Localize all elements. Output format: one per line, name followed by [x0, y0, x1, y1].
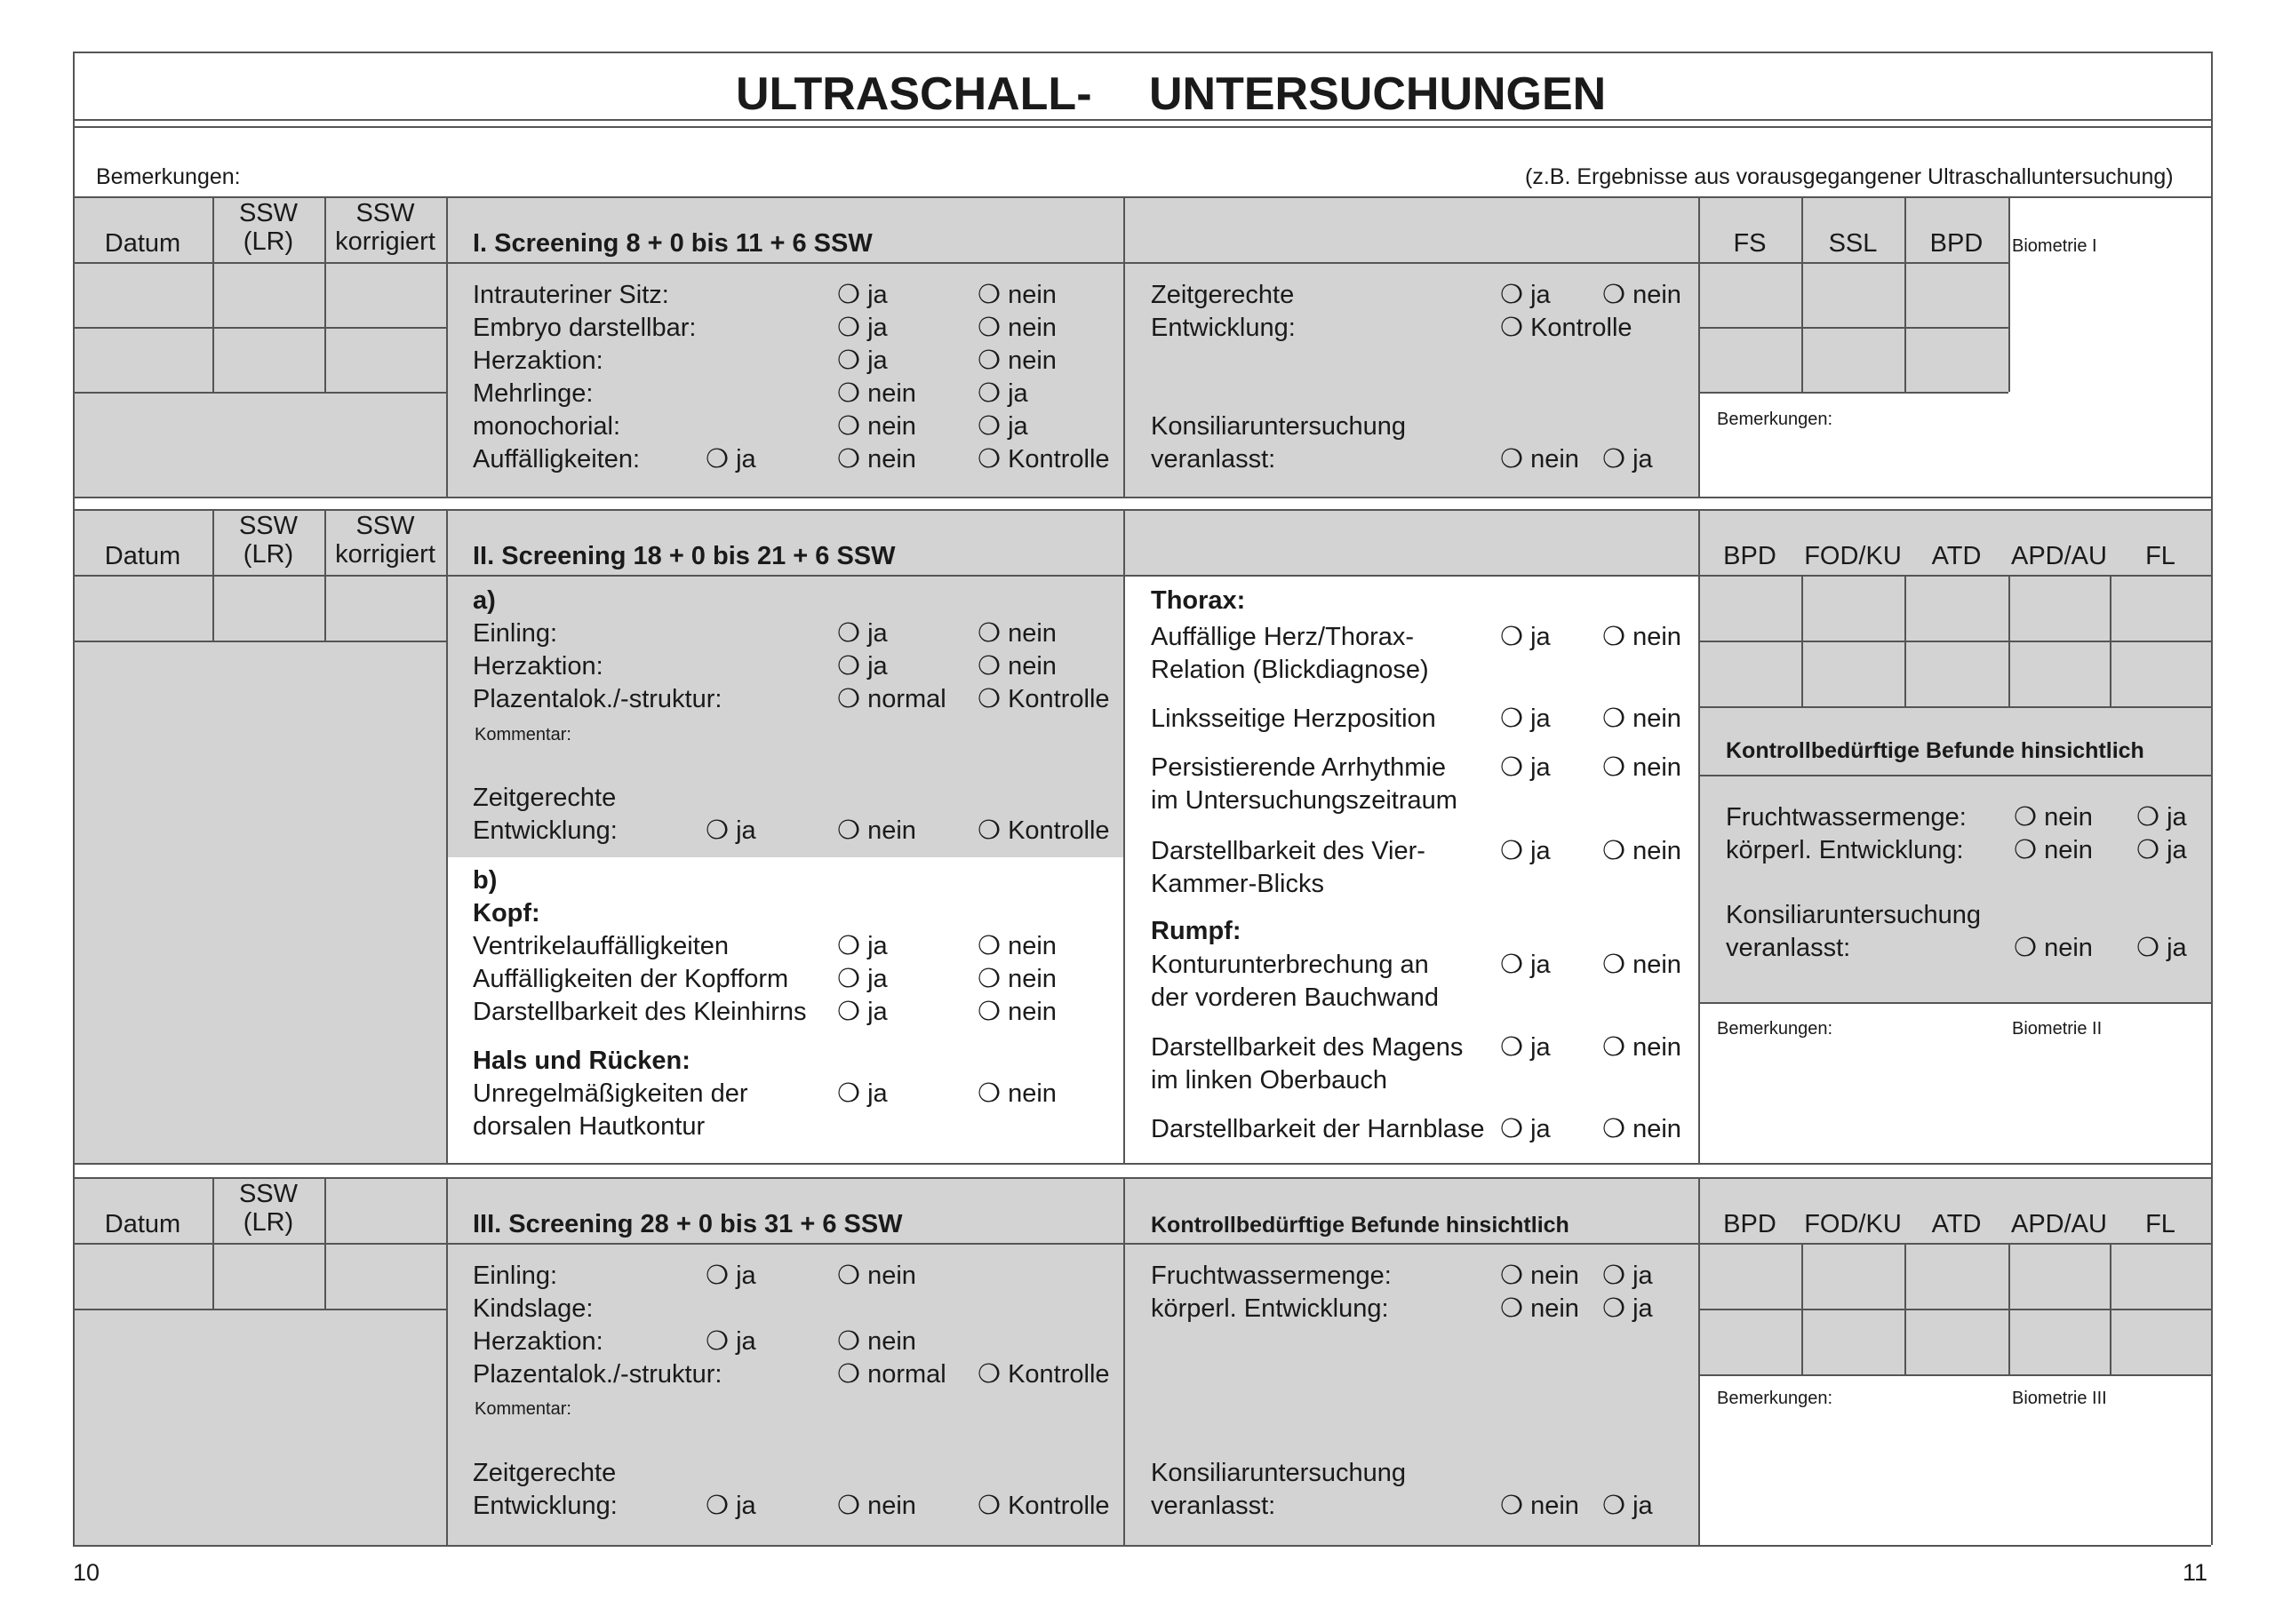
s1-auff-kontrolle[interactable]: ❍ Kontrolle [978, 445, 1110, 474]
s2-bemerkungen: Bemerkungen: [1717, 1019, 1833, 1039]
s1-mono: monochorial: [473, 412, 621, 441]
s2-herzthorax-ja[interactable]: ❍ ja [1500, 623, 1551, 651]
s2-zeit-kontrolle[interactable]: ❍ Kontrolle [978, 816, 1110, 845]
s2-koerper-nein[interactable]: ❍ nein [2014, 836, 2093, 864]
s1-mehrlinge-nein[interactable]: ❍ nein [837, 379, 916, 408]
s2-kleinhirn-ja[interactable]: ❍ ja [837, 998, 888, 1026]
s2-bio-apdau: APD/AU [2011, 542, 2107, 570]
s1-kons2: veranlasst: [1151, 445, 1276, 474]
remarks-hint: (z.B. Ergebnisse aus vorausgegangener Ultraschalluntersuchung) [1525, 164, 2174, 189]
s2-frucht: Fruchtwassermenge: [1726, 803, 1967, 832]
s1-datum-header: Datum [104, 229, 181, 258]
s2-koerper-ja[interactable]: ❍ ja [2136, 836, 2187, 864]
s1-ssw-lr-header: SSW (LR) [238, 199, 299, 256]
s2-magen1: Darstellbarkeit des Magens [1151, 1033, 1464, 1062]
s1-sitz-ja[interactable]: ❍ ja [837, 281, 888, 309]
s2-plaz-kontrolle[interactable]: ❍ Kontrolle [978, 685, 1110, 713]
s3-zeit-kontrolle[interactable]: ❍ Kontrolle [978, 1492, 1110, 1520]
s2-zeit2: Entwicklung: [473, 816, 618, 845]
s1-sitz-nein[interactable]: ❍ nein [978, 281, 1057, 309]
s3-kons2: veranlasst: [1151, 1492, 1276, 1520]
s2-bio-fodku: FOD/KU [1804, 542, 1902, 570]
s2-koerper: körperl. Entwicklung: [1726, 836, 1964, 864]
s3-einling-ja[interactable]: ❍ ja [706, 1262, 756, 1290]
s2-ventrikel-ja[interactable]: ❍ ja [837, 932, 888, 960]
s2-date-bg [73, 575, 446, 1163]
s2-thorax: Thorax: [1151, 586, 1246, 615]
s2-herzthorax-nein[interactable]: ❍ nein [1602, 623, 1681, 651]
s2-unreg2: dorsalen Hautkontur [473, 1112, 706, 1141]
s3-bio-fl: FL [2145, 1210, 2175, 1238]
s2-kontroll-title: Kontrollbedürftige Befunde hinsichtlich [1726, 738, 2144, 763]
s3-bio-apdau: APD/AU [2011, 1210, 2107, 1238]
s3-kindslage: Kindslage: [473, 1294, 594, 1323]
s1-auff-ja[interactable]: ❍ ja [706, 445, 756, 474]
s1-sitz: Intrauteriner Sitz: [473, 281, 669, 309]
s2-title: II. Screening 18 + 0 bis 21 + 6 SSW [473, 542, 896, 570]
s2-arr-nein[interactable]: ❍ nein [1602, 753, 1681, 782]
s1-zeit2: Entwicklung: [1151, 314, 1296, 342]
s2-zeit-nein[interactable]: ❍ nein [837, 816, 916, 845]
s2-magen-ja[interactable]: ❍ ja [1500, 1033, 1551, 1062]
s3-koerper: körperl. Entwicklung: [1151, 1294, 1389, 1323]
s2-zeit1: Zeitgerechte [473, 784, 617, 812]
s3-einling-nein[interactable]: ❍ nein [837, 1262, 916, 1290]
s3-plaz: Plazentalok./-struktur: [473, 1360, 722, 1389]
s3-plaz-kontrolle[interactable]: ❍ Kontrolle [978, 1360, 1110, 1389]
s2-b-label: b) [473, 866, 498, 895]
s2-ssw-lr-header: SSW (LR) [238, 512, 299, 569]
page-number-left: 10 [73, 1559, 100, 1586]
s2-arr1: Persistierende Arrhythmie [1151, 753, 1447, 782]
s3-herz-ja[interactable]: ❍ ja [706, 1327, 756, 1356]
remarks-label: Bemerkungen: [96, 164, 241, 189]
s2-bio-bpd: BPD [1723, 542, 1776, 570]
s1-mehrlinge-ja[interactable]: ❍ ja [978, 379, 1028, 408]
s1-kons-nein[interactable]: ❍ nein [1500, 445, 1579, 474]
s3-plaz-normal[interactable]: ❍ normal [837, 1360, 946, 1389]
s3-ssw-lr-header: SSW (LR) [238, 1180, 299, 1237]
s2-herzthorax1: Auffällige Herz/Thorax- [1151, 623, 1415, 651]
s3-herz-nein[interactable]: ❍ nein [837, 1327, 916, 1356]
s2-unreg-ja[interactable]: ❍ ja [837, 1079, 888, 1108]
s2-kontur-ja[interactable]: ❍ ja [1500, 951, 1551, 979]
s1-bemerkungen: Bemerkungen: [1717, 410, 1833, 429]
s3-frucht-nein[interactable]: ❍ nein [1500, 1262, 1579, 1290]
s3-bio-fodku: FOD/KU [1804, 1210, 1902, 1238]
s1-zeit-kontrolle[interactable]: ❍ Kontrolle [1500, 314, 1632, 342]
s2-hals: Hals und Rücken: [473, 1047, 690, 1075]
s2-kleinhirn-nein[interactable]: ❍ nein [978, 998, 1057, 1026]
s3-zeit2: Entwicklung: [473, 1492, 618, 1520]
s1-zeit-nein[interactable]: ❍ nein [1602, 281, 1681, 309]
s2-kontur1: Konturunterbrechung an [1151, 951, 1429, 979]
s2-links-ja[interactable]: ❍ ja [1500, 705, 1551, 733]
s2-frucht-ja[interactable]: ❍ ja [2136, 803, 2187, 832]
s2-harn: Darstellbarkeit der Harnblase [1151, 1115, 1485, 1143]
s2-kons2: veranlasst: [1726, 934, 1851, 962]
s3-kommentar: Kommentar: [475, 1399, 571, 1419]
s2-kommentar: Kommentar: [475, 725, 571, 744]
s3-bemerkungen: Bemerkungen: [1717, 1389, 1833, 1408]
title-part1: ULTRASCHALL- [736, 68, 1092, 120]
s1-bio-fs: FS [1733, 229, 1767, 258]
s2-frucht-nein[interactable]: ❍ nein [2014, 803, 2093, 832]
s3-biometrie-label: Biometrie III [2012, 1389, 2107, 1408]
s2-kleinhirn: Darstellbarkeit des Kleinhirns [473, 998, 807, 1026]
s2-herzthorax2: Relation (Blickdiagnose) [1151, 656, 1429, 684]
s2-kopfform: Auffälligkeiten der Kopfform [473, 965, 789, 993]
s1-biometrie-label: Biometrie I [2012, 236, 2097, 256]
s2-magen-nein[interactable]: ❍ nein [1602, 1033, 1681, 1062]
s2-plaz: Plazentalok./-struktur: [473, 685, 722, 713]
s3-zeit1: Zeitgerechte [473, 1459, 617, 1487]
page-number-right: 11 [2183, 1559, 2208, 1586]
s2-kontur2: der vorderen Bauchwand [1151, 983, 1440, 1012]
s2-ssw-korr-header: SSW korrigiert [335, 512, 435, 569]
s1-herz: Herzaktion: [473, 346, 603, 375]
s3-datum-header: Datum [104, 1210, 181, 1238]
s2-magen2: im linken Oberbauch [1151, 1066, 1387, 1095]
s1-herz-ja[interactable]: ❍ ja [837, 346, 888, 375]
s2-zeit-ja[interactable]: ❍ ja [706, 816, 756, 845]
s1-herz-nein[interactable]: ❍ nein [978, 346, 1057, 375]
s2-vier1: Darstellbarkeit des Vier- [1151, 837, 1425, 865]
s3-einling: Einling: [473, 1262, 558, 1290]
title-part2: UNTERSUCHUNGEN [1149, 68, 1607, 120]
s2-unreg1: Unregelmäßigkeiten der [473, 1079, 748, 1108]
s3-zeit-ja[interactable]: ❍ ja [706, 1492, 756, 1520]
s1-bio-ssl: SSL [1828, 229, 1878, 258]
s3-kons1: Konsiliaruntersuchung [1151, 1459, 1406, 1487]
s1-zeit1: Zeitgerechte [1151, 281, 1295, 309]
s2-bio-atd: ATD [1931, 542, 1982, 570]
s2-herz-ja[interactable]: ❍ ja [837, 652, 888, 681]
s2-vier-ja[interactable]: ❍ ja [1500, 837, 1551, 865]
s3-kons-nein[interactable]: ❍ nein [1500, 1492, 1579, 1520]
s1-embryo: Embryo darstellbar: [473, 314, 697, 342]
s3-bio-bpd: BPD [1723, 1210, 1776, 1238]
s2-harn-ja[interactable]: ❍ ja [1500, 1115, 1551, 1143]
s3-koerper-nein[interactable]: ❍ nein [1500, 1294, 1579, 1323]
s2-kopf: Kopf: [473, 899, 540, 927]
s2-unreg-nein[interactable]: ❍ nein [978, 1079, 1057, 1108]
s2-ventrikel: Ventrikelauffälligkeiten [473, 932, 730, 960]
s2-plaz-normal[interactable]: ❍ normal [837, 685, 946, 713]
s3-title: III. Screening 28 + 0 bis 31 + 6 SSW [473, 1210, 903, 1238]
s1-ssw-korr-header: SSW korrigiert [335, 199, 435, 256]
s2-einling: Einling: [473, 619, 558, 648]
s1-kons1: Konsiliaruntersuchung [1151, 412, 1406, 441]
s3-kons-ja[interactable]: ❍ ja [1602, 1492, 1653, 1520]
s2-arr2: im Untersuchungszeitraum [1151, 786, 1457, 815]
s1-title: I. Screening 8 + 0 bis 11 + 6 SSW [473, 229, 873, 258]
s2-einling-ja[interactable]: ❍ ja [837, 619, 888, 648]
s2-a-label: a) [473, 586, 496, 615]
s1-mono-nein[interactable]: ❍ nein [837, 412, 916, 441]
s2-ventrikel-nein[interactable]: ❍ nein [978, 932, 1057, 960]
s2-kons-nein[interactable]: ❍ nein [2014, 934, 2093, 962]
s3-koerper-ja[interactable]: ❍ ja [1602, 1294, 1653, 1323]
s2-kontur-nein[interactable]: ❍ nein [1602, 951, 1681, 979]
s1-kons-ja[interactable]: ❍ ja [1602, 445, 1653, 474]
s3-herz: Herzaktion: [473, 1327, 603, 1356]
s2-kons-ja[interactable]: ❍ ja [2136, 934, 2187, 962]
s1-embryo-nein[interactable]: ❍ nein [978, 314, 1057, 342]
s2-vier-nein[interactable]: ❍ nein [1602, 837, 1681, 865]
s1-mehrlinge: Mehrlinge: [473, 379, 594, 408]
s2-einling-nein[interactable]: ❍ nein [978, 619, 1057, 648]
s2-biometrie-label: Biometrie II [2012, 1019, 2103, 1039]
s1-zeit-ja[interactable]: ❍ ja [1500, 281, 1551, 309]
s2-arr-ja[interactable]: ❍ ja [1500, 753, 1551, 782]
s1-mono-ja[interactable]: ❍ ja [978, 412, 1028, 441]
s2-kopfform-ja[interactable]: ❍ ja [837, 965, 888, 993]
s2-kons1: Konsiliaruntersuchung [1726, 901, 1981, 929]
s3-kontroll-title: Kontrollbedürftige Befunde hinsichtlich [1151, 1213, 1569, 1238]
s2-vier2: Kammer-Blicks [1151, 870, 1324, 898]
s2-rumpf: Rumpf: [1151, 917, 1241, 945]
s2-datum-header: Datum [104, 542, 181, 570]
s3-frucht-ja[interactable]: ❍ ja [1602, 1262, 1653, 1290]
s1-embryo-ja[interactable]: ❍ ja [837, 314, 888, 342]
s2-herz: Herzaktion: [473, 652, 603, 681]
s2-herz-nein[interactable]: ❍ nein [978, 652, 1057, 681]
s2-harn-nein[interactable]: ❍ nein [1602, 1115, 1681, 1143]
s1-auff-nein[interactable]: ❍ nein [837, 445, 916, 474]
s2-kopfform-nein[interactable]: ❍ nein [978, 965, 1057, 993]
s3-bio-atd: ATD [1931, 1210, 1982, 1238]
s1-bio-bpd: BPD [1929, 229, 1984, 258]
s2-bio-fl: FL [2145, 542, 2175, 570]
s2-links-nein[interactable]: ❍ nein [1602, 705, 1681, 733]
s2-links: Linksseitige Herzposition [1151, 705, 1436, 733]
s3-zeit-nein[interactable]: ❍ nein [837, 1492, 916, 1520]
s1-auff: Auffälligkeiten: [473, 445, 641, 474]
s3-frucht: Fruchtwassermenge: [1151, 1262, 1392, 1290]
